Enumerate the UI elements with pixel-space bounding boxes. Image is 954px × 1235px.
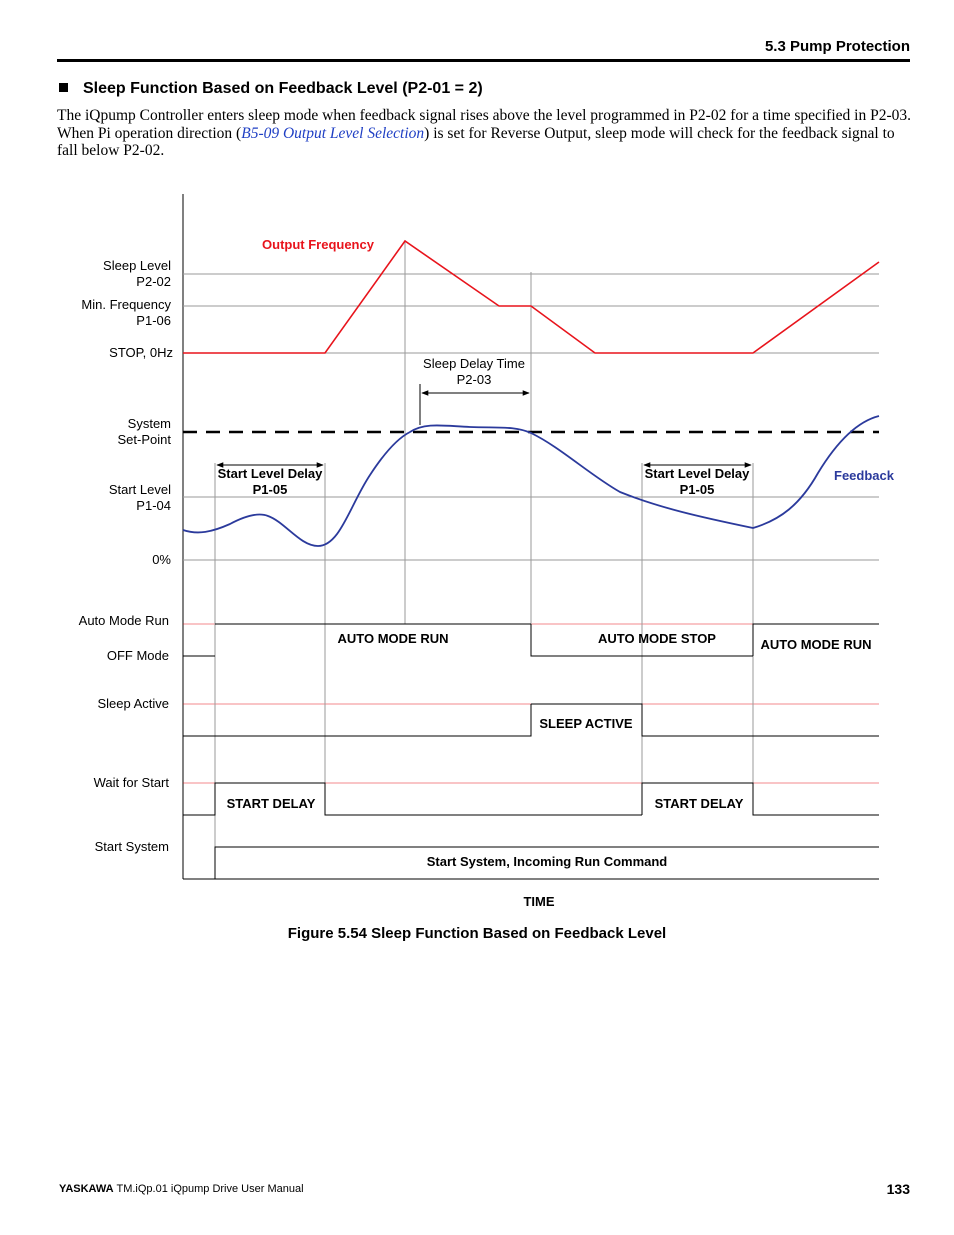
page-number: 133 — [886, 1181, 910, 1197]
parameter-link[interactable]: B5-09 Output Level Selection — [241, 124, 425, 142]
state-bars — [183, 624, 879, 879]
label-sleep-level: Sleep Level — [103, 258, 171, 273]
state-start-delay-2: START DELAY — [654, 796, 744, 811]
output-frequency-label: Output Frequency — [262, 237, 374, 252]
start-level-delay-param-2: P1-05 — [679, 482, 715, 497]
feedback-label: Feedback — [834, 468, 894, 483]
start-level-delay-param-1: P1-05 — [252, 482, 288, 497]
time-axis-label: TIME — [523, 894, 555, 909]
section-title-text: Sleep Function Based on Feedback Level (P2-01 = 2) — [83, 80, 483, 97]
state-auto-mode-run-1: AUTO MODE RUN — [337, 631, 449, 646]
start-level-delay-label-2: Start Level Delay — [644, 466, 750, 481]
figure-caption: Figure 5.54 Sleep Function Based on Feedback Level — [287, 925, 667, 942]
label-off-mode: OFF Mode — [106, 648, 169, 663]
label-start-system: Start System — [94, 839, 169, 854]
label-system: System — [127, 416, 171, 431]
sleep-delay-label: Sleep Delay Time — [423, 356, 525, 371]
footer-manual: TM.iQp.01 iQpump Drive User Manual — [116, 1183, 304, 1195]
label-start-level-param: P1-04 — [136, 498, 171, 513]
state-auto-mode-run-2: AUTO MODE RUN — [760, 637, 872, 652]
state-start-system: Start System, Incoming Run Command — [426, 854, 668, 869]
footer-brand: YASKAWA — [59, 1183, 114, 1195]
state-auto-mode-stop: AUTO MODE STOP — [598, 631, 716, 646]
label-min-frequency-param: P1-06 — [136, 313, 171, 328]
label-sleep-active: Sleep Active — [97, 696, 169, 711]
start-level-delay-label-1: Start Level Delay — [217, 466, 323, 481]
running-header: 5.3 Pump Protection — [764, 38, 910, 55]
label-start-level: Start Level — [108, 482, 171, 497]
sleep-delay-param: P2-03 — [456, 372, 492, 387]
state-sleep-active: SLEEP ACTIVE — [539, 716, 633, 731]
label-auto-mode-run: Auto Mode Run — [78, 613, 169, 628]
label-sleep-level-param: P2-02 — [136, 274, 171, 289]
label-setpoint: Set-Point — [117, 432, 171, 447]
paragraph-part1: The iQpump Controller enters sleep mode when feedback signal rises above the level programmed in P2-02 for a time specified in P2-03. When Pi operation direction ( — [57, 107, 911, 142]
state-start-delay-1: START DELAY — [226, 796, 316, 811]
label-min-frequency: Min. Frequency — [81, 297, 171, 312]
label-stop: STOP, 0Hz — [109, 345, 173, 360]
paragraph-part2: ) is set for Reverse Output, sleep mode will check for the feedback signal to fall below P2-02. — [57, 124, 895, 159]
footer — [59, 1183, 304, 1195]
label-wait-for-start: Wait for Start — [93, 775, 169, 790]
sleep-bar-left — [183, 704, 531, 736]
label-zero-percent: 0% — [152, 552, 171, 567]
